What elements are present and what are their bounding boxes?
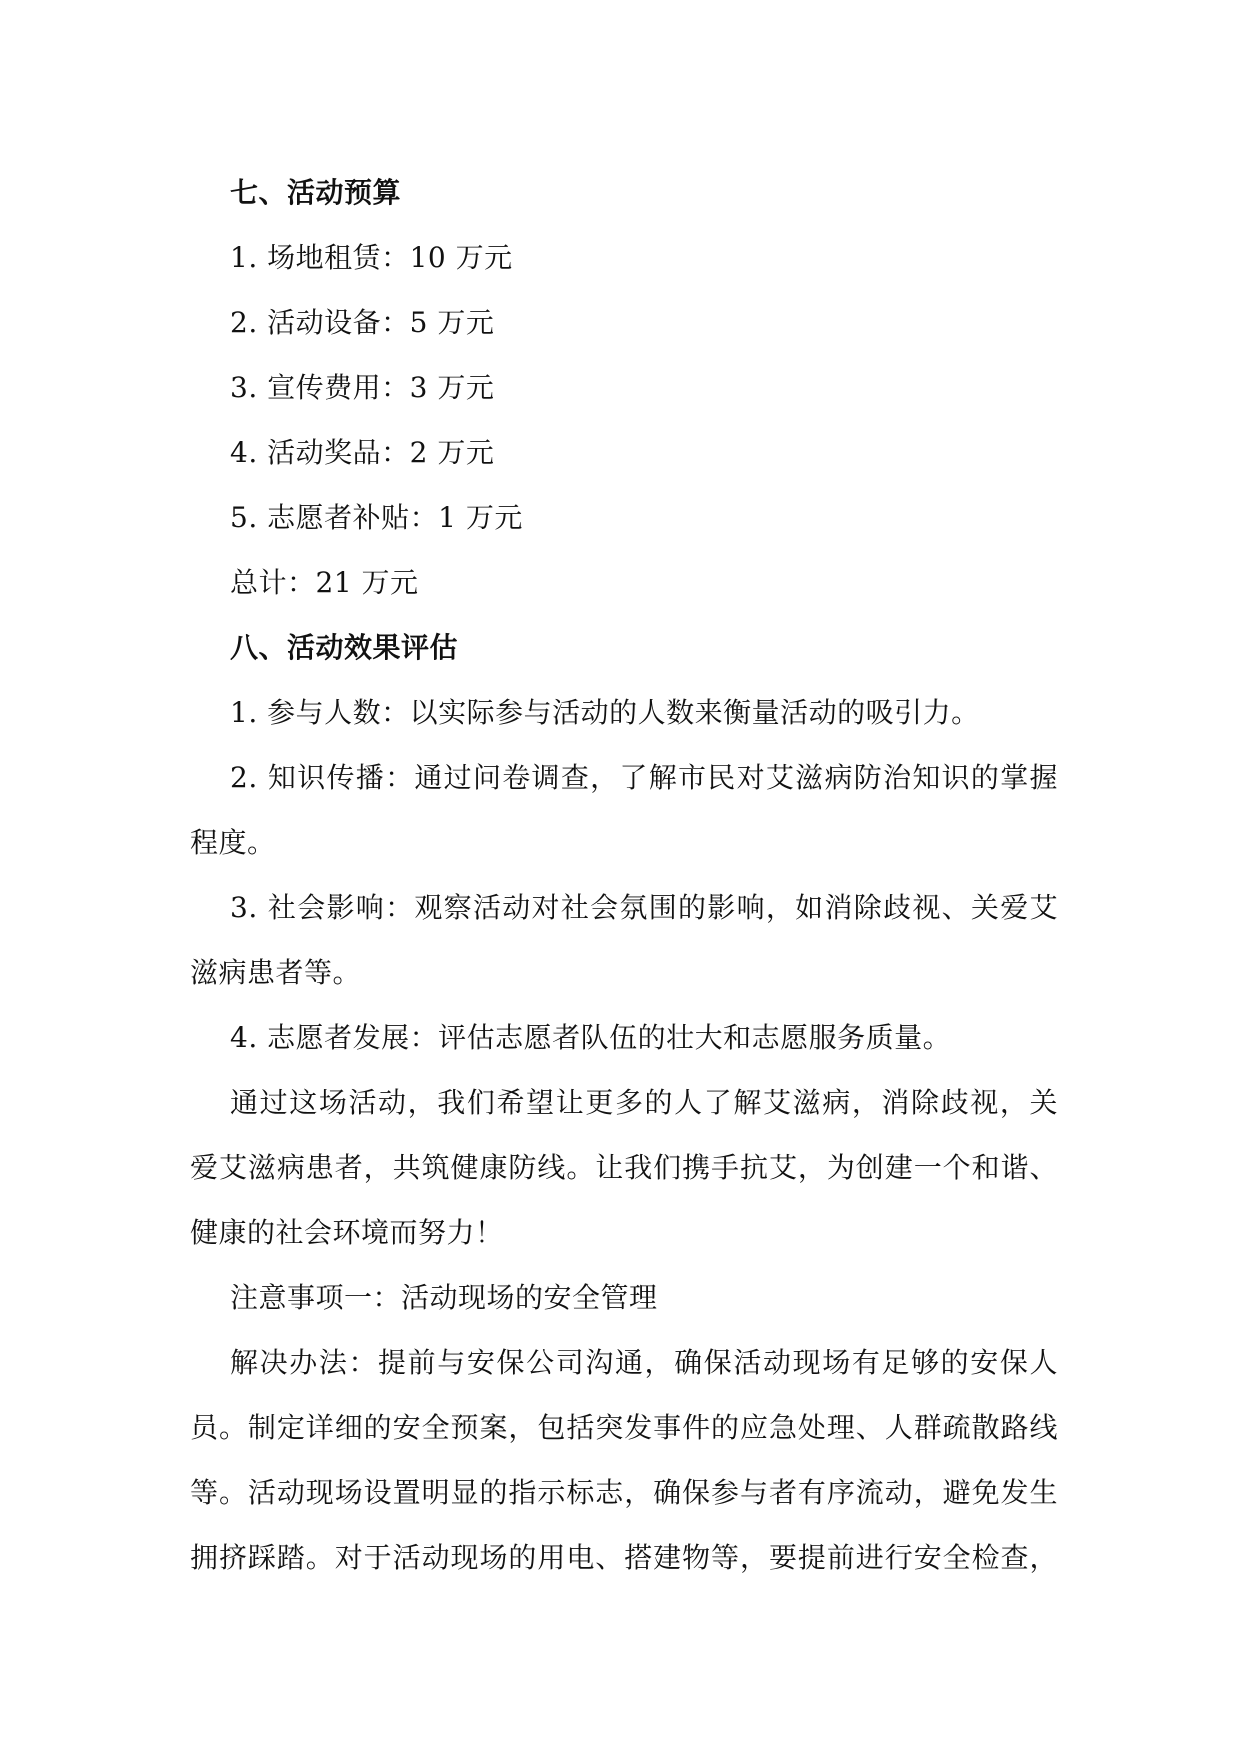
evaluation-item-social-line2: 滋病患者等。 [190, 956, 362, 989]
budget-item-venue: 1. 场地租赁：10 万元 [230, 241, 513, 274]
notice-1-solution-line4: 拥挤踩踏。对于活动现场的用电、搭建物等，要提前进行安全检查， [190, 1541, 1058, 1574]
notice-1-solution-line3: 等。活动现场设置明显的指示标志，确保参与者有序流动，避免发生 [190, 1476, 1058, 1509]
budget-total: 总计：21 万元 [230, 566, 419, 599]
budget-item-prizes: 4. 活动奖品：2 万元 [230, 436, 495, 469]
evaluation-item-knowledge-line1: 2. 知识传播：通过问卷调查，了解市民对艾滋病防治知识的掌握 [230, 761, 1058, 794]
conclusion-line3: 健康的社会环境而努力！ [190, 1216, 504, 1249]
evaluation-item-volunteers: 4. 志愿者发展：评估志愿者队伍的壮大和志愿服务质量。 [230, 1021, 952, 1054]
document-page [190, 160, 1058, 1590]
budget-item-volunteer-subsidy: 5. 志愿者补贴：1 万元 [230, 501, 523, 534]
evaluation-item-participants: 1. 参与人数：以实际参与活动的人数来衡量活动的吸引力。 [230, 696, 980, 729]
evaluation-item-knowledge-line2: 程度。 [190, 826, 276, 859]
evaluation-item-social-line1: 3. 社会影响：观察活动对社会氛围的影响，如消除歧视、关爱艾 [230, 891, 1058, 924]
notice-1-solution-line1: 解决办法：提前与安保公司沟通，确保活动现场有足够的安保人 [230, 1346, 1058, 1379]
section-8-heading: 八、活动效果评估 [230, 631, 459, 664]
conclusion-line1: 通过这场活动，我们希望让更多的人了解艾滋病，消除歧视，关 [230, 1086, 1058, 1119]
budget-item-equipment: 2. 活动设备：5 万元 [230, 306, 495, 339]
section-7-heading: 七、活动预算 [230, 176, 402, 209]
notice-1-title: 注意事项一：活动现场的安全管理 [230, 1281, 658, 1314]
conclusion-line2: 爱艾滋病患者，共筑健康防线。让我们携手抗艾，为创建一个和谐、 [190, 1151, 1058, 1184]
budget-item-publicity: 3. 宣传费用：3 万元 [230, 371, 495, 404]
notice-1-solution-line2: 员。制定详细的安全预案，包括突发事件的应急处理、人群疏散路线 [190, 1411, 1058, 1444]
